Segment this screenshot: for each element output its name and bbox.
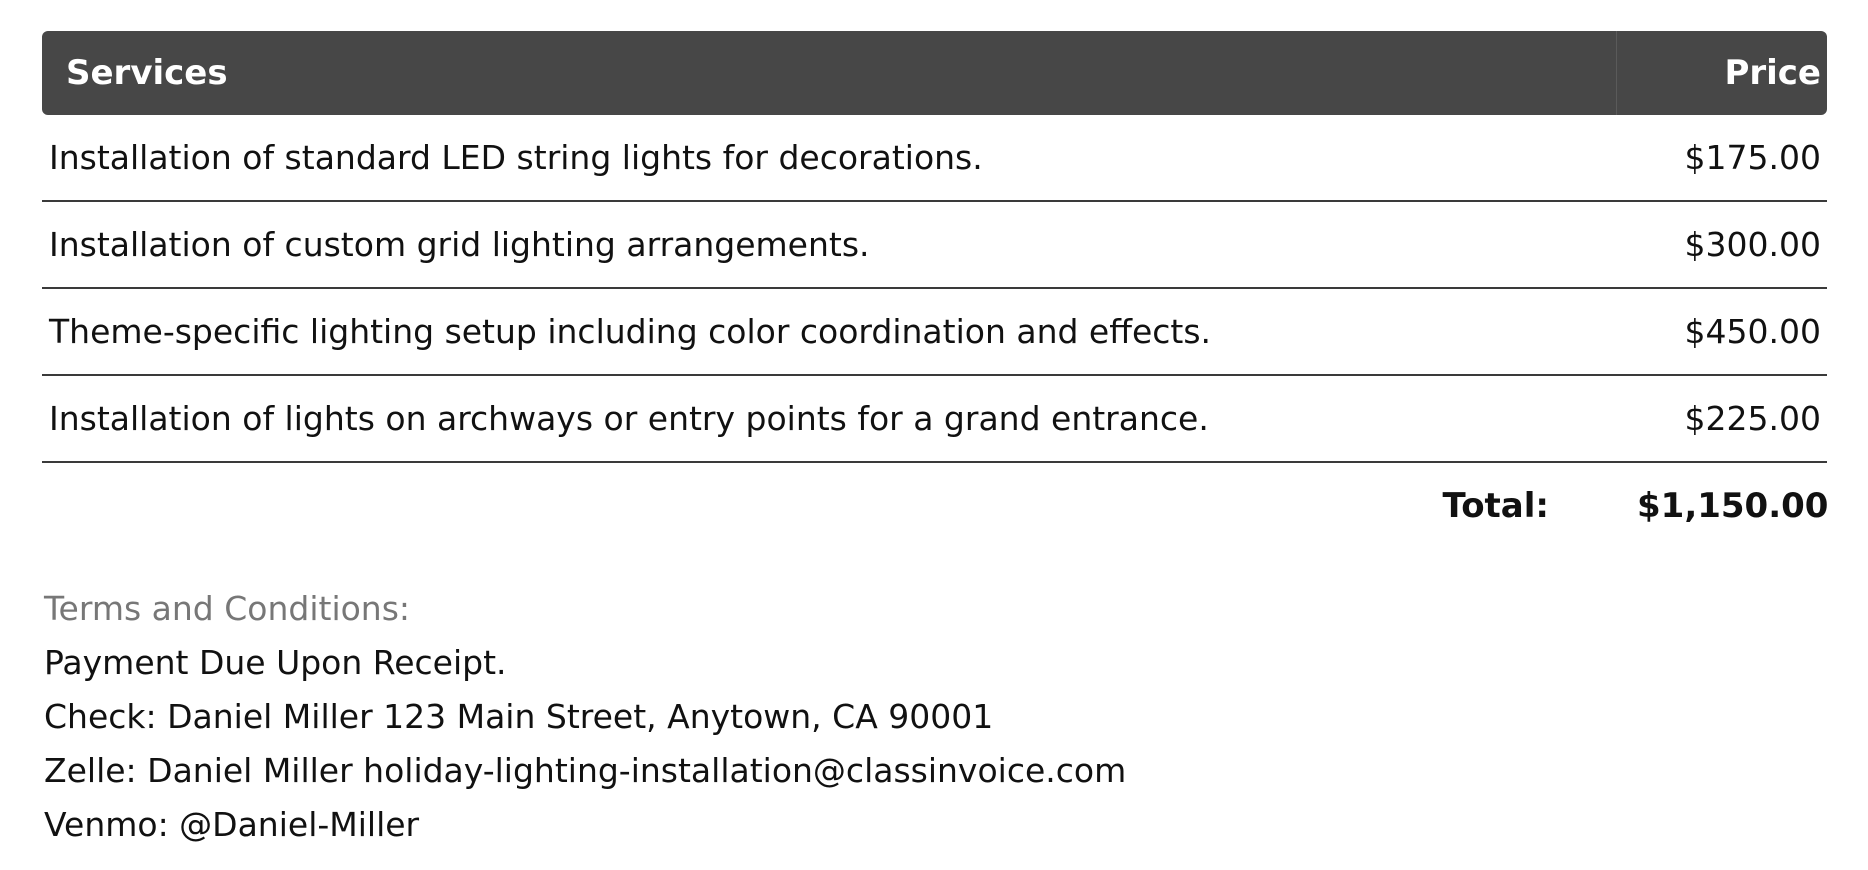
price-column-header: Price	[1724, 53, 1821, 93]
service-price: $175.00	[1684, 138, 1821, 177]
zelle-payment-text: Zelle: Daniel Miller holiday-lighting-installation@classinvoice.com	[44, 751, 1127, 790]
service-description: Installation of lights on archways or entry points for a grand entrance.	[49, 399, 1209, 438]
table-row	[42, 202, 1827, 289]
service-price: $225.00	[1684, 399, 1821, 438]
table-row	[42, 289, 1827, 376]
service-price: $300.00	[1684, 225, 1821, 264]
terms-title: Terms and Conditions:	[44, 589, 411, 628]
venmo-payment-text: Venmo: @Daniel-Miller	[44, 805, 420, 844]
table-header	[42, 31, 1827, 115]
service-description: Theme-specific lighting setup including color coordination and effects.	[49, 312, 1212, 351]
table-row	[42, 115, 1827, 202]
services-column-header: Services	[42, 31, 1617, 115]
total-row	[42, 463, 1827, 549]
payment-due-text: Payment Due Upon Receipt.	[44, 643, 507, 682]
terms-section	[44, 582, 1126, 852]
service-price: $450.00	[1684, 312, 1821, 351]
service-description: Installation of standard LED string lights for decorations.	[49, 138, 983, 177]
total-value: $1,150.00	[1637, 486, 1829, 526]
check-payment-text: Check: Daniel Miller 123 Main Street, Anytown, CA 90001	[44, 697, 994, 736]
services-table	[42, 31, 1827, 549]
table-row	[42, 376, 1827, 463]
service-description: Installation of custom grid lighting arrangements.	[49, 225, 870, 264]
total-label: Total:	[1442, 486, 1549, 526]
